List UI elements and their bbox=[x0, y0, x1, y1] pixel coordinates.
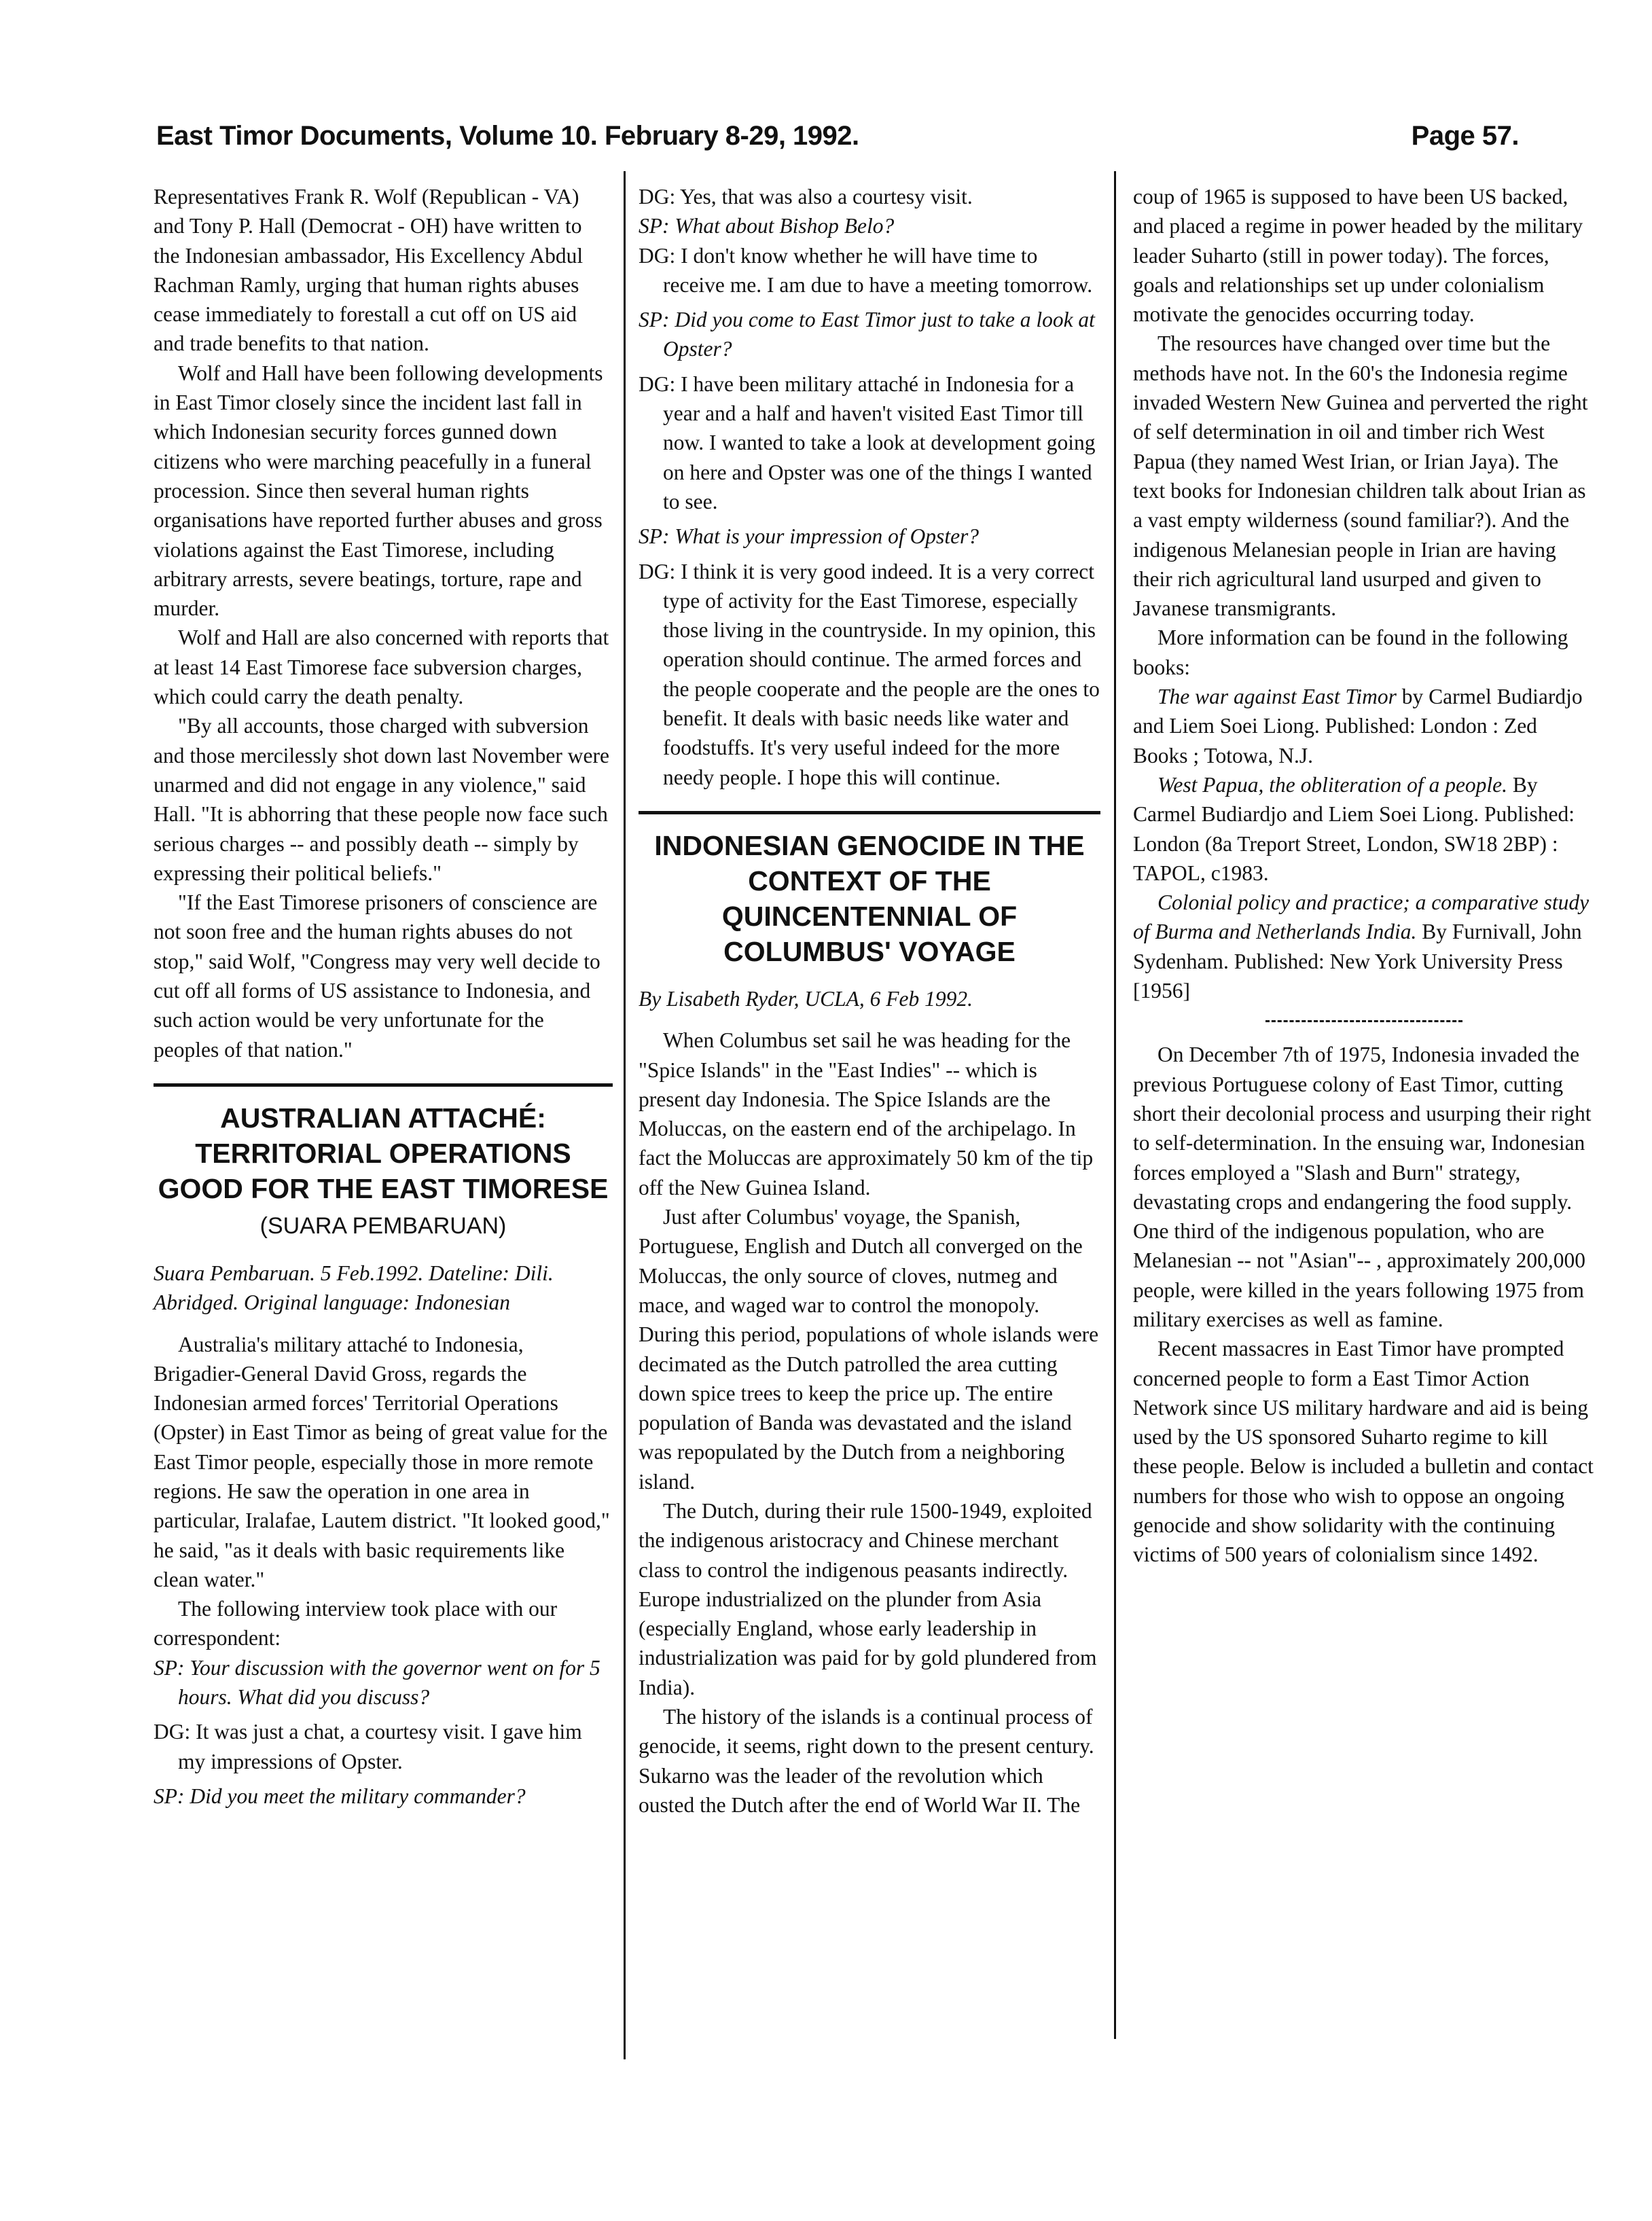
paragraph: Recent massacres in East Timor have prompted concerned people to form a East Timor Action Network since US military hardware and aid is being used by the US sponsored Suharto regime to kill these people. Below is included a bulletin and contact numbers for those who wish to oppose an ongoing genocide and show solidarity with the continuing victims of 500 years of colonialism since 1492. bbox=[1133, 1337, 1594, 1567]
column-2 bbox=[639, 182, 1100, 1820]
column-divider-2 bbox=[1114, 171, 1116, 2039]
paragraph: The following interview took place with our correspondent: bbox=[154, 1597, 558, 1650]
byline: By Lisabeth Ryder, UCLA, 6 Feb 1992. bbox=[639, 986, 973, 1011]
interview-answer: DG: Yes, that was also a courtesy visit. bbox=[639, 185, 973, 209]
book-title: The war against East Timor bbox=[1157, 685, 1397, 709]
paragraph: coup of 1965 is supposed to have been US backed, and placed a regime in power headed by the military leader Suharto (still in power today). The forces, goals and relationships set up under colonialism motivate the genocides occurring today. bbox=[1133, 185, 1583, 327]
book-details: By Carmel Budiardjo and Liem Soei Liong. Published: London (8a Treport Street, London, SW18 2BP) : TAPOL, c1983. bbox=[1133, 772, 1575, 885]
dashed-separator bbox=[1265, 1020, 1462, 1022]
book-reference bbox=[1133, 888, 1595, 1005]
interview-answer: DG: I don't know whether he will have time to receive me. I am due to have a meeting tomorrow. bbox=[639, 243, 1093, 297]
paragraph: The resources have changed over time but the methods have not. In the 60's the Indonesia regime invaded Western New Guinea and perverted the right of self determination in oil and timber rich West Papua (they named West Irian, or Irian Jaya). The text books for Indonesian children talk about Irian as a vast empty wilderness (sound familiar?). And the indigenous Melanesian people in Irian are having their rich agricultural land usurped and given to Javanese transmigrants. bbox=[1133, 331, 1588, 621]
paragraph: Australia's military attaché to Indonesia, Brigadier-General David Gross, regards the Indonesian armed forces' Territorial Operations (Opster) in East Timor as being of great value for the East Timor people, especially those in more remote regions. He saw the operation in one area in particular, Iralafae, Lautem district. "It looked good," he said, "as it deals with basic requirements like clean water." bbox=[154, 1332, 610, 1591]
paragraph: Wolf and Hall are also concerned with reports that at least 14 East Timorese face subversion charges, which could carry the death penalty. bbox=[154, 626, 609, 709]
interview-question: SP: Did you meet the military commander? bbox=[154, 1784, 526, 1808]
paragraph: "If the East Timorese prisoners of conscience are not soon free and the human rights abuses do not stop," said Wolf, "Congress may very well decide to cut off all forms of US assistance to Indonesia, and such action would be very unfortunate for the peoples of that nation." bbox=[154, 890, 600, 1062]
interview-question: SP: Your discussion with the governor went on for 5 hours. What did you discuss? bbox=[154, 1655, 600, 1710]
paragraph: Wolf and Hall have been following developments in East Timor closely since the incident last fall in which Indonesian security forces gunned down citizens who were marching peacefully in a funeral procession. Since then several human rights organisations have reported further abuses and gross violations against the East Timorese, including arbitrary arrests, severe beatings, torture, rape and murder. bbox=[154, 361, 603, 621]
article-headline bbox=[154, 1100, 613, 1244]
column-divider-1 bbox=[624, 171, 626, 2059]
article-headline: INDONESIAN GENOCIDE IN THE CONTEXT OF THE QUINCENTENNIAL OF COLUMBUS' VOYAGE bbox=[654, 829, 1085, 967]
headline-source: (SUARA PEMBARUAN) bbox=[259, 1212, 507, 1239]
section-rule bbox=[154, 1083, 613, 1087]
book-reference bbox=[1133, 770, 1595, 888]
interview-answer: DG: It was just a chat, a courtesy visit. I gave him my impressions of Opster. bbox=[154, 1720, 582, 1773]
paragraph: The Dutch, during their rule 1500-1949, exploited the indigenous aristocracy and Chinese merchant class to control the indigenous peasants indirectly. Europe industrialized on the plunder from Asia (especially England, whose early leadership in industrialization was paid for by gold plundered from India). bbox=[639, 1498, 1097, 1699]
paragraph: Just after Columbus' voyage, the Spanish, Portuguese, English and Dutch all converged on the Moluccas, the only source of cloves, nutmeg and mace, and waged war to control the monopoly. During this period, populations of whole islands were decimated as the Dutch patrolled the area cutting down spice trees to keep the price up. The entire population of Banda was devastated and the island was repopulated by the Dutch from a neighboring island. bbox=[639, 1205, 1099, 1494]
page-number: Page 57. bbox=[1411, 121, 1519, 151]
book-reference bbox=[1133, 682, 1595, 770]
headline-text: AUSTRALIAN ATTACHÉ: TERRITORIAL OPERATIONS GOOD FOR THE EAST TIMORESE bbox=[158, 1102, 609, 1204]
interview-question: SP: What is your impression of Opster? bbox=[639, 524, 980, 549]
book-details: By Furnivall, John Sydenham. Published: New York University Press [1956] bbox=[1133, 920, 1582, 1003]
column-3 bbox=[1133, 182, 1595, 1570]
interview-answer: DG: I have been military attaché in Indonesia for a year and a half and haven't visited East Timor till now. I wanted to take a look at development going on here and Opster was one of the things I wanted to see. bbox=[639, 372, 1096, 513]
book-title: West Papua, the obliteration of a people. bbox=[1157, 772, 1508, 797]
paragraph: More information can be found in the following books: bbox=[1133, 626, 1568, 679]
book-title: Colonial policy and practice; a comparative study of Burma and Netherlands India. bbox=[1133, 890, 1590, 944]
column-1 bbox=[154, 182, 613, 1811]
section-rule bbox=[639, 811, 1100, 814]
book-details: by Carmel Budiardjo and Liem Soei Liong. Published: London : Zed Books ; Totowa, N.J. bbox=[1133, 685, 1583, 768]
publication-title: East Timor Documents, Volume 10. February 8-29, 1992. bbox=[156, 121, 859, 151]
page-header bbox=[156, 121, 1519, 162]
interview-answer: DG: I think it is very good indeed. It is a very correct type of activity for the East Timorese, especially those living in the countryside. In my opinion, this operation should continue. The armed forces and the people cooperate and the people are the ones to benefit. It deals with basic needs like water and foodstuffs. It's very useful indeed for the more needy people. I hope this will continue. bbox=[639, 559, 1100, 789]
interview-question: SP: Did you come to East Timor just to take a look at Opster? bbox=[639, 308, 1095, 361]
paragraph: "By all accounts, those charged with subversion and those mercilessly shot down last November were unarmed and did not engage in any violence," said Hall. "It is abhorring that these people now face such serious charges -- and possibly death -- simply by expressing their political beliefs." bbox=[154, 714, 609, 885]
dateline: Suara Pembaruan. 5 Feb.1992. Dateline: Dili. Abridged. Original language: Indonesian bbox=[154, 1261, 554, 1315]
paragraph: Representatives Frank R. Wolf (Republican - VA) and Tony P. Hall (Democrat - OH) have written to the Indonesian ambassador, His Excellency Abdul Rachman Ramly, urging that human rights abuses cease immediately to forestall a cut off on US aid and trade benefits to that nation. bbox=[154, 185, 583, 356]
interview-question: SP: What about Bishop Belo? bbox=[639, 214, 895, 238]
paragraph: On December 7th of 1975, Indonesia invaded the previous Portuguese colony of East Timor, cutting short their decolonial process and usurping their right to self-determination. In the ensuing war, Indonesian forces employed a "Slash and Burn" strategy, devastating crops and endangering the food supply. One third of the indigenous population, who are Melanesian -- not "Asian"-- , approximately 200,000 people, were killed in the years following 1975 from military exercises as well as famine. bbox=[1133, 1043, 1592, 1331]
paragraph: The history of the islands is a continual process of genocide, it seems, right down to the present century. Sukarno was the leader of the revolution which ousted the Dutch after the end of World War II. The bbox=[639, 1705, 1094, 1817]
paragraph: When Columbus set sail he was heading for the "Spice Islands" in the "East Indies" -- which is present day Indonesia. The Spice Islands are the Moluccas, on the eastern end of the archipelago. In fact the Moluccas are approximately 50 km of the tip off the New Guinea Island. bbox=[639, 1028, 1094, 1199]
